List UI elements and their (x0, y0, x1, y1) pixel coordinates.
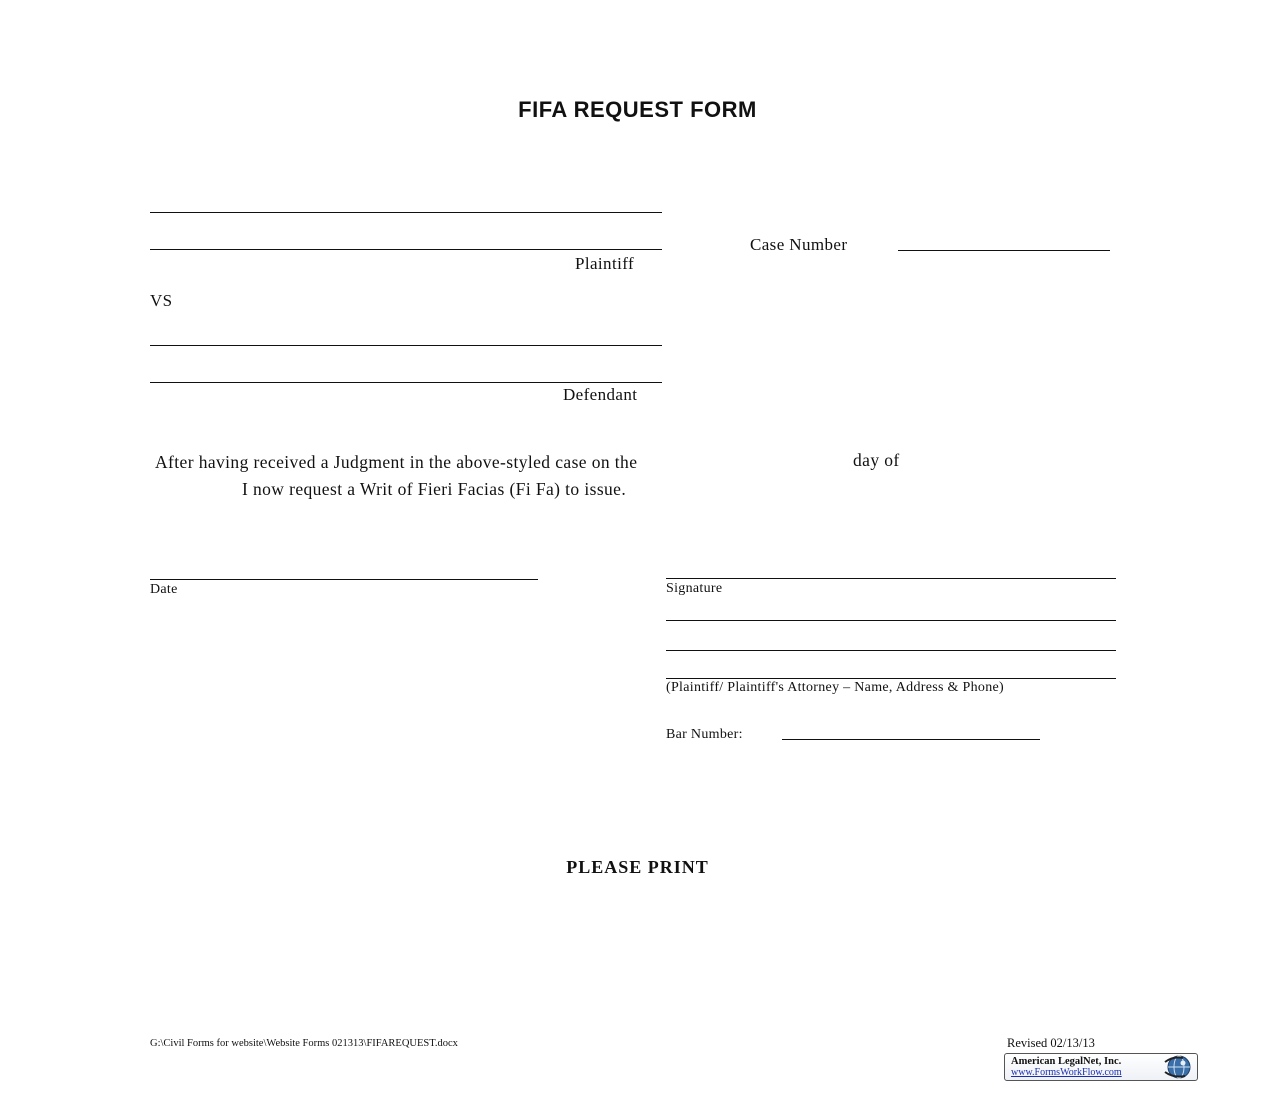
vs-label: VS (150, 291, 173, 310)
plaintiff-name-line-2[interactable] (150, 249, 662, 250)
please-print-notice: PLEASE PRINT (566, 857, 709, 877)
defendant-name-line-2[interactable] (150, 382, 662, 383)
form-title: FIFA REQUEST FORM (518, 97, 757, 122)
attorney-info-line-1[interactable] (666, 620, 1116, 621)
bar-number-field[interactable] (782, 739, 1040, 740)
date-field[interactable] (150, 579, 538, 580)
signature-field[interactable] (666, 578, 1116, 579)
bar-number-label: Bar Number: (666, 727, 743, 742)
defendant-name-line-1[interactable] (150, 345, 662, 346)
attorney-info-line-2[interactable] (666, 650, 1116, 651)
plaintiff-name-line-1[interactable] (150, 212, 662, 213)
signature-label: Signature (666, 581, 723, 596)
statement-line-1: After having received a Judgment in the above-styled case on the (155, 452, 638, 472)
attorney-info-line-3[interactable] (666, 678, 1116, 679)
attorney-caption: (Plaintiff/ Plaintiff's Attorney – Name, Address & Phone) (666, 680, 1004, 695)
statement-line-2: I now request a Writ of Fieri Facias (Fi Fa) to issue. (242, 479, 627, 499)
revised-date: Revised 02/13/13 (1007, 1036, 1095, 1050)
case-number-label: Case Number (750, 235, 848, 254)
case-number-field[interactable] (898, 250, 1110, 251)
day-of-label: day of (853, 450, 900, 470)
date-label: Date (150, 582, 178, 597)
logo-url-link[interactable]: www.FormsWorkFlow.com (1011, 1067, 1122, 1078)
plaintiff-label: Plaintiff (575, 254, 635, 273)
footer-file-path: G:\Civil Forms for website\Website Forms 021313\FIFAREQUEST.docx (150, 1038, 458, 1049)
defendant-label: Defendant (563, 385, 638, 404)
globe-icon (1159, 1054, 1195, 1085)
forms-workflow-logo[interactable] (1004, 1053, 1198, 1081)
logo-company-name: American LegalNet, Inc. (1011, 1056, 1122, 1067)
